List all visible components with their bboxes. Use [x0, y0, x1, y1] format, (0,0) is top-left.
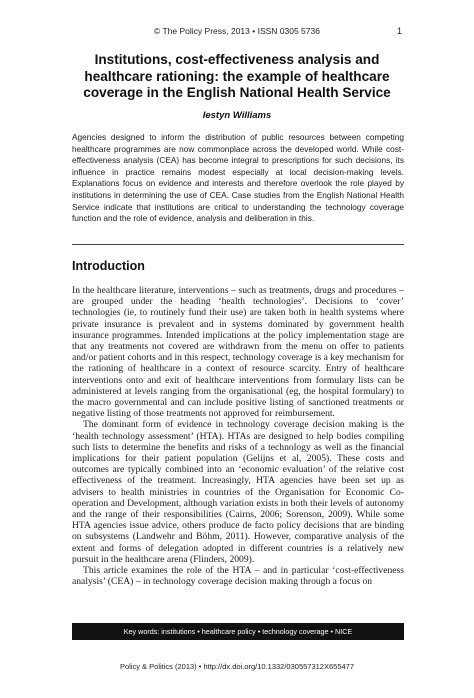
page-number: 1: [396, 26, 402, 36]
paragraph: In the healthcare literature, interventions – such as treatments, drugs and procedures – are grouped under the heading ‘health technologies’. Decisions to ‘cover’ technologies (ie, to routinely fund their use) are taken both in health systems where private insurance is prevalent and in systems dominated by government health insurance programmes. Intended implications at the policy implementation stage are that any treatments not covered are withdrawn from the menu on offer to patients and/or patient cohorts and in this respect, technology coverage is a key mechanism for the rationing of healthcare in a context of resource scarcity. Entry of healthcare interventions onto and exit of healthcare interventions from formulary lists can be administered at levels ranging from the organisational (eg, the hospital formulary) to the macro governmental and can include positive listing of sanctioned treatments or negative listing of those treatments not approved for reimbursement.: [72, 285, 404, 420]
abstract: Agencies designed to inform the distribution of public resources between competing healthcare programmes are now commonplace across the developed world. While cost-effectiveness analysis (CEA) has become integral to prescriptions for such decisions, its influence in practice remains modest especially at local decision-making levels. Explanations focus on evidence and interests and therefore overlook the role played by institutions in determining the use of CEA. Case studies from the English National Health Service indicate that institutions are critical to understanding the technology coverage function and the role of evidence, analysis and deliberation in this.: [72, 132, 404, 224]
introduction-body: [72, 285, 404, 587]
paragraph: The dominant form of evidence in technology coverage decision making is the ‘health technology assessment’ (HTA). HTAs are designed to help bodies compiling such lists to determine the benefits and risks of a technology as well as the financial implications for their patient population (Gelijns et al, 2005). These costs and outcomes are typically combined into an ‘economic evaluation’ of the relative cost effectiveness of the treatment. Increasingly, HTA agencies have been set up as advisers to health ministries in countries of the Organisation for Economic Co-operation and Development, although variation exists in both their levels of autonomy and the range of their responsibilities (Cairns, 2006; Sorenson, 2009). While some HTA agencies issue advice, others produce de facto policy decisions that are binding on subsystems (Landwehr and Böhm, 2011). However, comparative analysis of the extent and forms of delegation adopted in different countries is a relatively new pursuit in the healthcare arena (Flinders, 2009).: [72, 419, 404, 565]
author-name: Iestyn Williams: [202, 110, 272, 121]
section-heading-introduction: Introduction: [72, 259, 145, 273]
footer-citation: Policy & Politics (2013) • http://dx.doi.org/10.1332/030557312X655477: [119, 662, 355, 671]
running-head: © The Policy Press, 2013 • ISSN 0305 5736: [154, 26, 320, 36]
article-title: Institutions, cost-effectiveness analysis and healthcare rationing: the example of healthcare coverage in the English National Health Service: [83, 52, 391, 100]
abstract-divider: [72, 244, 404, 245]
paragraph: This article examines the role of the HTA – and in particular ‘cost-effectiveness analysis’ (CEA) – in technology coverage decision making through a focus on: [72, 565, 404, 588]
keywords-bar: Key words: institutions • healthcare policy • technology coverage • NICE: [72, 623, 404, 640]
